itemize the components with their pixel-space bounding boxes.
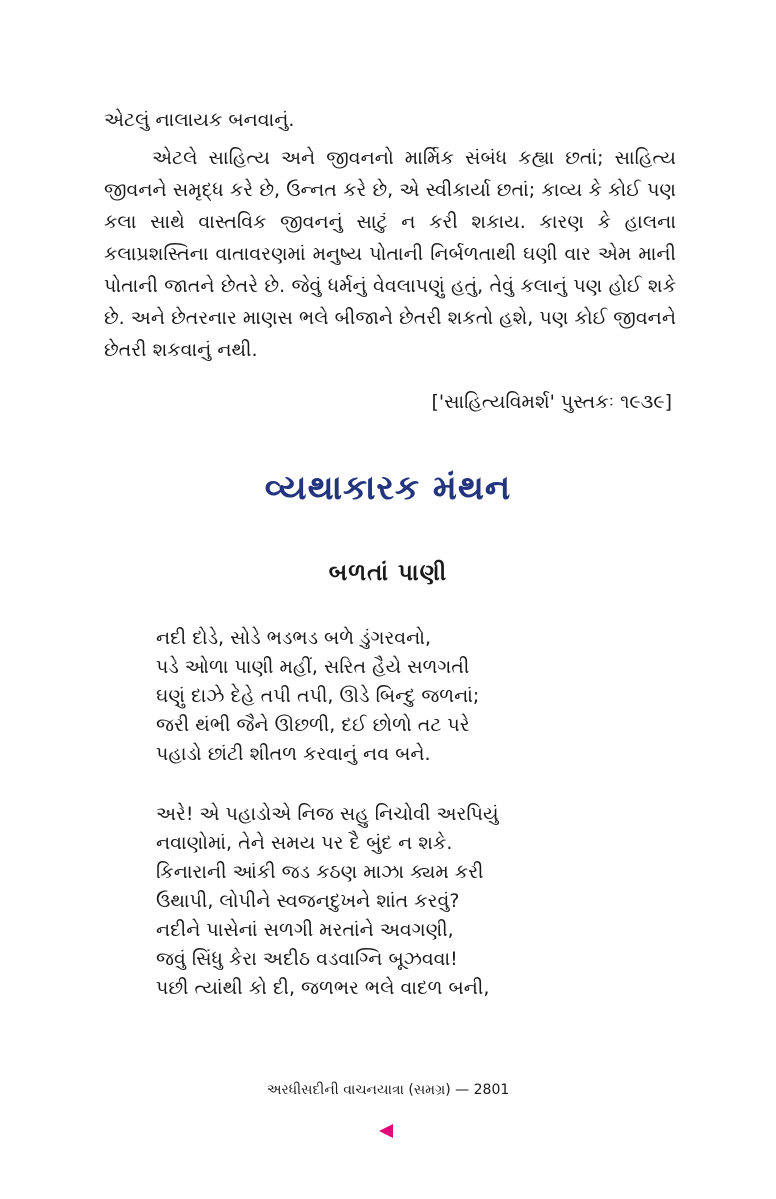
left-triangle-icon[interactable] — [379, 1124, 393, 1138]
page-footer: અરધીસદીની વાચનયાત્રા (સમગ્ર) — 2801 — [266, 1082, 510, 1098]
prose-first-line: એટલું નાલાયક બનવાનું. — [104, 109, 295, 131]
poem-line: નવાણોમાં, તેને સમય પર દૈ બુંદ ન શકે. — [156, 832, 453, 854]
poem-line: નદીને પાસેનાં સળગી મરતાંને અવગણી, — [156, 919, 454, 941]
poem-line: જરી થંભી જૈને ઊછળી, દઈ છોળો તટ પરે — [156, 714, 470, 736]
poem-line: નદી દોડે, સોડે ભડભડ બળે ડુંગરવનો, — [156, 627, 432, 649]
poem-line: અરે! એ પહાડોએ નિજ સહુ નિચોવી અરપિયું — [156, 803, 499, 825]
poem-stanza-2 — [156, 800, 656, 1003]
source-citation: ['સાહિત્યવિમર્શ' પુસ્તકઃ ૧૯૩૯] — [431, 391, 672, 413]
poem-stanza-1 — [156, 624, 656, 769]
poem-line: ઉથાપી, લોપીને સ્વજનદુખને શાંત કરવું? — [156, 890, 460, 912]
poem-line: પડે ઓળા પાણી મહીં, સરિત હૈયે સળગતી — [156, 656, 470, 678]
poem-line: કિનારાની આંકી જડ કઠણ માઝા ક્યમ કરી — [156, 861, 484, 883]
poem-title: બળતાં પાણી — [328, 560, 448, 586]
poem-line: પછી ત્યાંથી કો દી, જળભર ભલે વાદળ બની, — [156, 977, 490, 999]
prose-block — [104, 104, 676, 366]
poem-line: ઘણું દાઝે દેહે તપી તપી, ઊડે બિન્દુ જળનાં; — [156, 685, 480, 707]
poem-line: જવું સિંધુ કેરા અદીઠ વડવાગ્નિ બૂઝવવા! — [156, 948, 458, 970]
poem-line: પહાડો છાંટી શીતળ કરવાનું નવ બને. — [156, 743, 431, 765]
section-title: વ્યથાકારક મંથન — [264, 468, 512, 508]
prose-paragraph: એટલે સાહિત્ય અને જીવનનો માર્મિક સંબંધ કહ્યા છતાં; સાહિત્ય જીવનને સમૃદ્ધ કરે છે, ઉન્નત કરે છે, એ સ્વીકાર્યા છતાં; કાવ્ય કે કોઈ પણ કલા સાથે વાસ્તવિક જીવનનું સાટું ન કરી શકાય. કારણ કે હાલના કલાપ્રશસ્તિના વાતાવરણમાં મનુષ્ય પોતાની નિર્બળતાથી ઘણી વાર એમ માની પોતાની જાતને છેતરે છે. જેવું ધર્મનું વેવલાપણું હતું, તેવું કલાનું પણ હોઈ શકે છે. અને છેતરનાર માણસ ભલે બીજાને છેતરી શકતો હશે, પણ કોઈ જીવનને છેતરી શકવાનું નથી. — [104, 147, 676, 361]
